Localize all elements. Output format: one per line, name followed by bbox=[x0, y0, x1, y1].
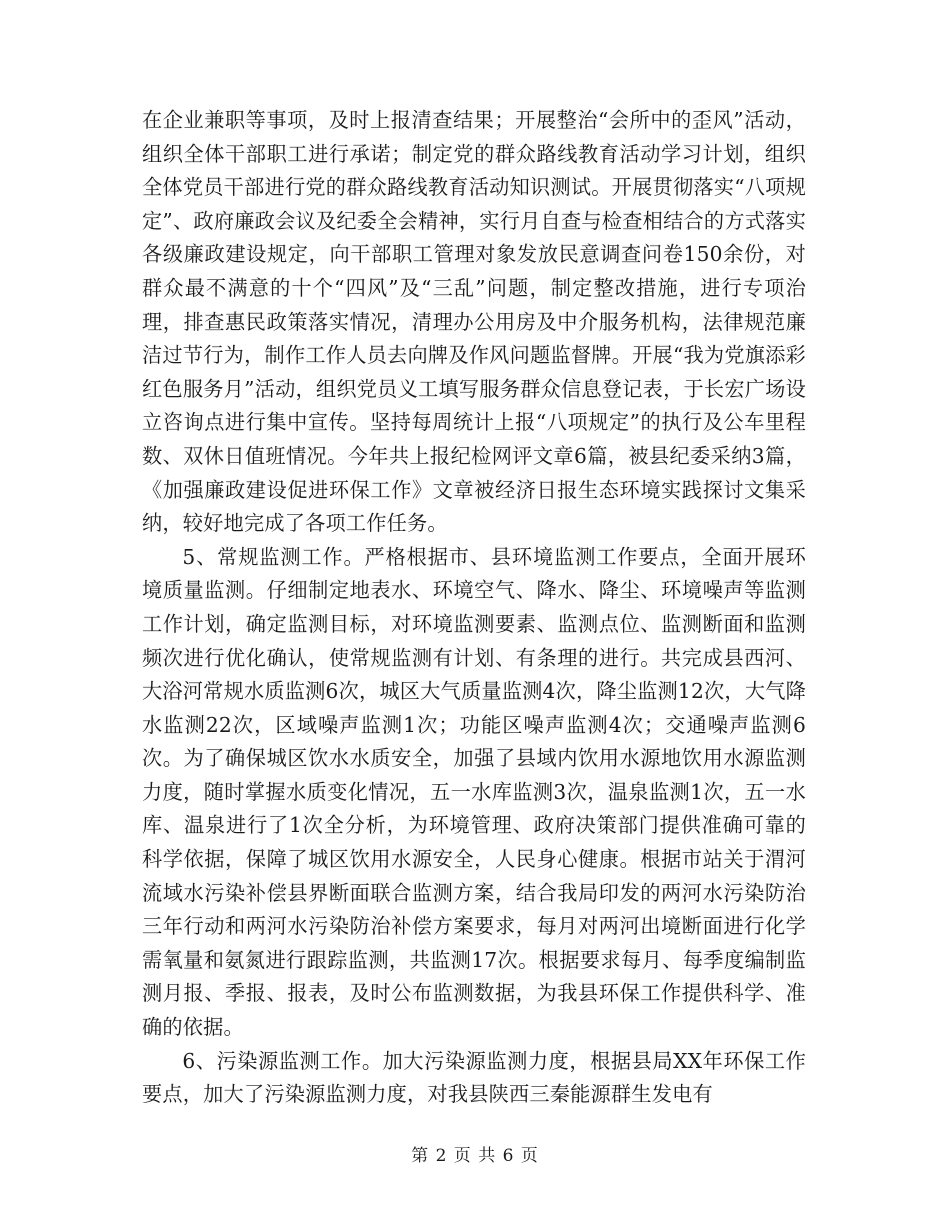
paragraph-integrity-work-continued: 在企业兼职等事项，及时上报清查结果；开展整治“会所中的歪风”活动，组织全体干部职工进行承诺；制定党的群众路线教育活动学习计划，组织全体党员干部进行党的群众路线教育活动知识测试。开展贯彻落实“八项规定”、政府廉政会议及纪委全会精神，实行月自查与检查相结合的方式落实各级廉政建设规定，向干部职工管理对象发放民意调查问卷150余份，对群众最不满意的十个“四风”及“三乱”问题，制定整改措施，进行专项治理，排查惠民政策落实情况，清理办公用房及中介服务机构，法律规范廉洁过节行为，制作工作人员去向牌及作风问题监督牌。开展“我为党旗添彩红色服务月”活动，组织党员义工填写服务群众信息登记表，于长宏广场设立咨询点进行集中宣传。坚持每周统计上报“八项规定”的执行及公车里程数、双休日值班情况。今年共上报纪检网评文章6篇，被县纪委采纳3篇，《加强廉政建设促进环保工作》文章被经济日报生态环境实践探讨文集采纳，较好地完成了各项工作任务。 bbox=[142, 108, 806, 536]
paragraph-pollution-source-monitoring: 6、污染源监测工作。加大污染源监测力度，根据县局XX年环保工作要点，加大了污染源监测力度，对我县陕西三秦能源群生发电有 bbox=[142, 1048, 806, 1107]
document-body bbox=[142, 104, 806, 1112]
paragraph-routine-monitoring: 5、常规监测工作。严格根据市、县环境监测工作要点，全面开展环境质量监测。仔细制定地表水、环境空气、降水、降尘、环境噪声等监测工作计划，确定监测目标，对环境监测要素、监测点位、监测断面和监测频次进行优化确认，使常规监测有计划、有条理的进行。共完成县西河、大浴河常规水质监测6次，城区大气质量监测4次，降尘监测12次，大气降水监测22次，区域噪声监测1次；功能区噪声监测4次；交通噪声监测6次。为了确保城区饮水水质安全，加强了县域内饮用水源地饮用水源监测力度，随时掌握水质变化情况，五一水库监测3次，温泉监测1次，五一水库、温泉进行了1次全分析，为环境管理、政府决策部门提供准确可靠的科学依据，保障了城区饮用水源安全，人民身心健康。根据市站关于渭河流域水污染补偿县界断面联合监测方案，结合我局印发的两河水污染防治三年行动和两河水污染防治补偿方案要求，每月对两河出境断面进行化学需氧量和氨氮进行跟踪监测，共监测17次。根据要求每月、每季度编制监测月报、季报、报表，及时公布监测数据，为我县环保工作提供科学、准确的依据。 bbox=[142, 544, 806, 1040]
page-number-footer: 第 2 页 共 6 页 bbox=[411, 1146, 539, 1166]
